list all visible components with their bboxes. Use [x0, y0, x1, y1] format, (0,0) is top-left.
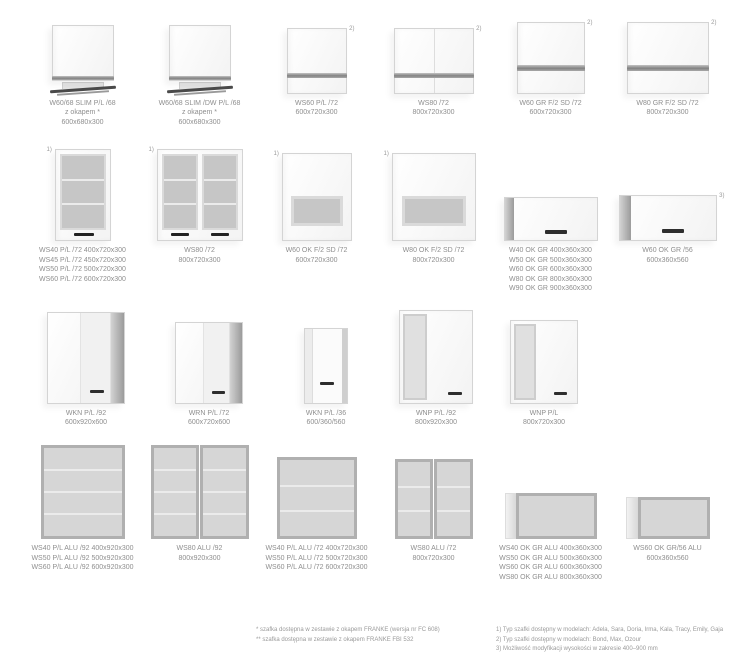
cabinet-figure-alu-horizontal: [505, 493, 597, 539]
product-caption: WKN P/L /36 600/360/560: [305, 409, 347, 426]
product-grid-row-3: [0, 308, 750, 428]
shelf-line: [44, 513, 122, 515]
product-card: [24, 143, 141, 284]
shelf-line: [154, 513, 197, 515]
glass-door: [200, 445, 249, 539]
end-face-left: [305, 329, 313, 403]
shelf-line: [164, 179, 196, 181]
shelf-line: [203, 491, 246, 493]
end-face-front: [313, 329, 342, 403]
product-card: [384, 308, 488, 428]
glass-pane: [60, 154, 106, 230]
door-handle: [554, 392, 567, 395]
cabinet-figure-corner: [175, 322, 243, 404]
footnote-left: * szafka dostępna w zestawie z okapem FRANKE (wersja nr FC 608) ** szafka dostępna w zestawie z okapem FRANKE FBI 532: [256, 627, 440, 643]
glass-pane: [402, 196, 466, 226]
product-caption: W60 OK F/2 SD /72 600x720x300: [285, 247, 348, 264]
footnote-marker: 1): [273, 151, 279, 158]
product-card: [268, 308, 384, 428]
cabinet-figure-horizontal: [504, 197, 598, 241]
corner-face-front: [176, 323, 204, 403]
side-panel: [505, 493, 516, 539]
door-handle: [211, 233, 229, 236]
product-caption: WNP P/L 800x720x300: [522, 409, 566, 426]
glass-door: [434, 459, 473, 539]
product-card: [375, 14, 492, 118]
cabinet-figure-alu: [41, 445, 125, 539]
product-grid-row-1: [0, 14, 750, 127]
product-card: [150, 308, 268, 428]
cabinet-figure-alu: [277, 457, 357, 539]
glass-pane: [514, 324, 536, 400]
footnote-marker: 2): [711, 20, 717, 26]
shelf-line: [204, 203, 236, 205]
groove-strip: [517, 65, 585, 71]
cabinet-figure-door: [287, 26, 355, 94]
product-caption: WRN P/L /72 600x720x600: [187, 409, 231, 426]
product-caption: W60 GR F/2 SD /72 600x720x300: [519, 100, 582, 117]
shelf-line: [154, 469, 197, 471]
footnote-right: 1) Typ szafki dostępny w modelach: Adela, Sara, Doria, Irma, Kala, Tracy, Emily, Gaja 2) Typ szafki dostępny w modelach: Bond, Max, Ozour 3) Możliwość modyfikacji wysokości w zakresie 400–900 mm: [496, 627, 724, 653]
product-caption: W60 OK GR /56 600x360x560: [642, 247, 693, 264]
door-handle: [448, 392, 462, 395]
shelf-line: [437, 486, 470, 488]
cabinet-figure-vitrine: [46, 147, 111, 241]
product-card: [258, 443, 375, 572]
product-caption: W60/68 SLIM /DW P/L /68 z okapem * 600x680x300: [158, 100, 241, 126]
product-caption: W40 OK GR 400x360x300 W50 OK GR 500x360x300 W60 OK GR 600x360x300 W80 OK GR 800x360x300 W90 OK GR 900x360x300: [509, 247, 592, 293]
footnotes: [0, 626, 750, 655]
glass-door: [516, 493, 597, 539]
product-card: [609, 443, 726, 563]
cabinet-figure-alu-double: [395, 459, 473, 539]
footnote-marker: 1): [383, 151, 389, 158]
shelf-line: [44, 491, 122, 493]
groove-strip: [287, 73, 347, 78]
cabinet-figure-wnp: [510, 320, 578, 404]
product-caption: WS40 P/L /72 400x720x300 WS45 P/L /72 450x720x300 WS50 P/L /72 500x720x300 WS60 P/L /72 600x720x300: [39, 247, 126, 283]
product-card: [24, 443, 141, 572]
glass-door: [151, 445, 200, 539]
shelf-line: [62, 179, 104, 181]
footnote-marker: 2): [587, 20, 593, 26]
corner-face-front: [48, 313, 81, 403]
product-caption: WS60 OK GR/56 ALU 600x360x560: [633, 545, 702, 562]
cabinet-figure-end: [304, 328, 348, 404]
cabinet-figure-horizontal: [619, 193, 725, 241]
shelf-line: [203, 513, 246, 515]
product-card: [492, 143, 609, 293]
product-caption: WS40 P/L ALU /72 400x720x300 WS50 P/L ALU /72 500x720x300 WS60 P/L ALU /72 600x720x300: [265, 545, 368, 572]
product-card: [22, 308, 150, 428]
footnote-marker: 3): [719, 193, 725, 200]
product-card: [141, 143, 258, 265]
side-panel: [342, 329, 347, 403]
glass-pane: [403, 314, 427, 400]
product-caption: W60/68 SLIM P/L /68 z okapem * 600x680x300: [49, 100, 116, 126]
product-caption: WS60 P/L /72 600x720x300: [295, 100, 338, 117]
shelf-line: [203, 469, 246, 471]
glass-pane: [202, 154, 238, 230]
cabinet-figure-hood: [167, 25, 233, 94]
footnote-marker: 2): [349, 26, 355, 32]
glass-door: [395, 459, 434, 539]
cabinet-figure-flip-glass: [383, 151, 476, 241]
footnote-marker: 1): [148, 147, 154, 154]
shelf-line: [62, 203, 104, 205]
product-caption: WS80 /72 800x720x300: [412, 100, 455, 117]
shelf-line: [398, 510, 431, 512]
shelf-line: [164, 203, 196, 205]
product-card: [492, 443, 609, 582]
side-panel: [230, 323, 242, 403]
product-caption: WS40 P/L ALU /92 400x920x300 WS50 P/L ALU /92 500x920x300 WS60 P/L ALU /92 600x920x300: [31, 545, 134, 572]
product-card: [141, 443, 258, 563]
cabinet-figure-alu-double: [151, 445, 249, 539]
shelf-line: [44, 469, 122, 471]
product-grid-row-4: [0, 443, 750, 582]
glass-pane: [162, 154, 198, 230]
product-caption: WS80 /72 800x720x300: [178, 247, 221, 264]
product-card: [258, 14, 375, 118]
cabinet-figure-alu-horizontal: [626, 497, 710, 539]
groove-strip: [394, 73, 474, 78]
footnote-marker: 2): [476, 26, 482, 32]
door-handle: [212, 391, 225, 394]
glass-pane: [291, 196, 343, 226]
product-caption: WKN P/L /92 600x920x600: [64, 409, 108, 426]
door-handle: [171, 233, 189, 236]
cabinet-figure-flip: [627, 20, 717, 94]
cabinet-figure-wnp: [399, 310, 473, 404]
shelf-line: [204, 179, 236, 181]
product-caption: W80 OK F/2 SD /72 800x720x300: [402, 247, 465, 264]
cabinet-figure-door: [394, 26, 482, 94]
product-card: [609, 14, 726, 118]
product-card: [24, 14, 141, 127]
side-panel: [111, 313, 124, 403]
product-caption: WS40 OK GR ALU 400x360x300 WS50 OK GR ALU 500x360x300 WS60 OK GR ALU 600x360x300 WS80 OK GR ALU 800x360x300: [499, 545, 602, 581]
cabinet-figure-hood: [50, 25, 116, 94]
product-grid-row-2: [0, 143, 750, 293]
door-handle: [90, 390, 104, 393]
cabinet-figure-flip: [517, 20, 593, 94]
door-handle: [545, 230, 567, 234]
product-caption: WNP P/L /92 800x920x300: [414, 409, 458, 426]
side-panel: [620, 196, 631, 240]
glass-door: [638, 497, 710, 539]
door-handle: [74, 233, 94, 236]
footnote-marker: 1): [46, 147, 52, 154]
product-card: [375, 443, 492, 563]
cabinet-figure-vitrine: [148, 147, 243, 241]
shelf-line: [398, 486, 431, 488]
cabinet-figure-corner: [47, 312, 125, 404]
shelf-line: [280, 485, 354, 487]
product-card: [141, 14, 258, 127]
product-card: [492, 14, 609, 118]
shelf-line: [154, 491, 197, 493]
product-caption: WS80 ALU /92 800x920x300: [176, 545, 223, 562]
product-card: [488, 308, 600, 428]
door-handle: [662, 229, 684, 233]
side-panel: [626, 497, 638, 539]
product-card: [258, 143, 375, 265]
product-caption: WS80 ALU /72 800x720x300: [410, 545, 457, 562]
groove-strip: [627, 65, 709, 71]
product-card: [609, 143, 726, 265]
shelf-line: [437, 510, 470, 512]
door-divider: [434, 29, 435, 93]
cabinet-figure-flip-glass: [273, 151, 352, 241]
product-card: [375, 143, 492, 265]
door-handle: [320, 382, 334, 385]
side-panel: [505, 198, 514, 240]
shelf-line: [280, 510, 354, 512]
product-caption: W80 GR F/2 SD /72 800x720x300: [636, 100, 699, 117]
